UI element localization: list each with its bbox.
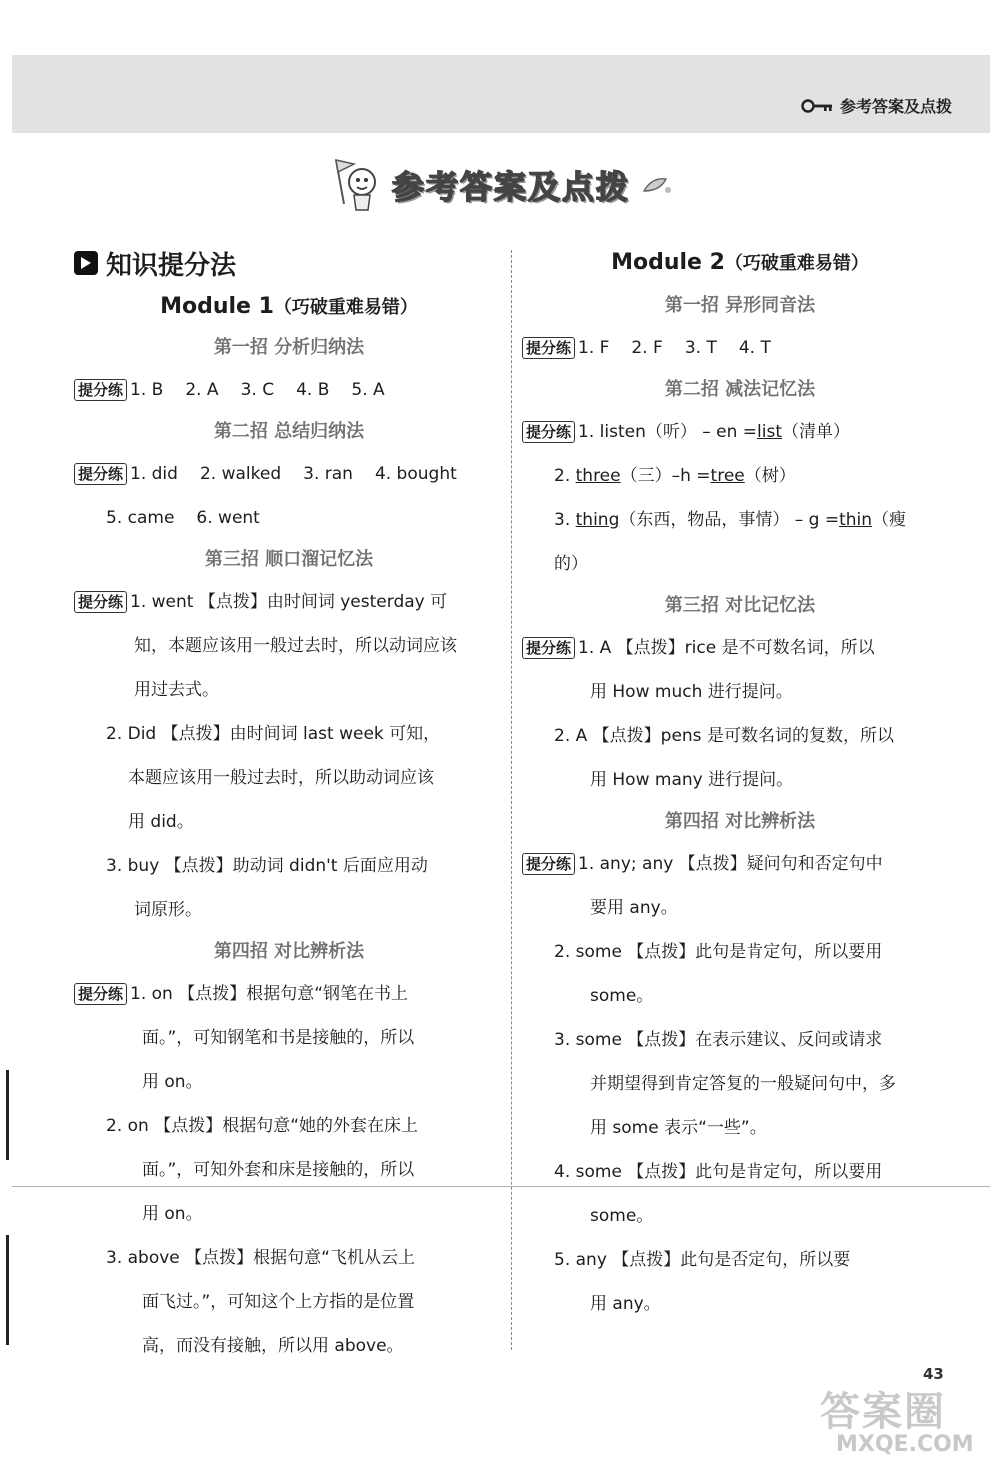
answer-word: tree [710, 466, 745, 486]
answer-word: list [757, 422, 782, 442]
answer-text: （树） [744, 466, 796, 486]
tip-title: 第二招 总结归纳法 [213, 421, 365, 442]
page-banner [0, 152, 1000, 218]
practice-tag: 提分练 [74, 591, 127, 613]
answer: 1. B [130, 380, 164, 400]
explanation-line: 2. Did 【点拨】由时间词 last week 可知， [106, 724, 441, 744]
answer: 2. walked [199, 464, 282, 484]
section-title: 知识提分法 [106, 250, 237, 281]
answer: 1. F [578, 338, 610, 358]
watermark-url: MXQE.COM [836, 1432, 974, 1457]
tip-title: 第二招 减法记忆法 [664, 379, 816, 400]
answer-text: （瘦 [872, 510, 907, 530]
practice-tag: 提分练 [522, 853, 575, 875]
answer-line [74, 368, 504, 412]
practice-tag: 提分练 [522, 637, 575, 659]
explanation-line: 用过去式。 [134, 680, 219, 700]
answer: 2. F [631, 338, 663, 358]
watermark-logo: 答案圈 [820, 1389, 946, 1435]
explanation-line: some。 [590, 1206, 654, 1226]
explanation-line: 4. some 【点拨】此句是肯定句，所以要用 [554, 1162, 883, 1182]
explanation-text: 1. on 【点拨】根据句意“钢笔在书上 [130, 984, 409, 1004]
explanation-line: 要用 any。 [590, 898, 678, 918]
explanation-line: 用 did。 [128, 812, 194, 832]
module-2-title [522, 240, 958, 286]
explanation-line [74, 580, 504, 624]
leaf-decoration-icon [640, 173, 674, 197]
answer: 3. T [684, 338, 717, 358]
answer-line [74, 452, 504, 496]
explanation-line: 用 any。 [590, 1294, 661, 1314]
tip-title: 第四招 对比辨析法 [664, 811, 816, 832]
left-column [74, 240, 504, 1368]
module-name: Module 1 [160, 294, 274, 319]
explanation-text: 1. A 【点拨】rice 是不可数名词，所以 [578, 638, 875, 658]
tip-title: 第三招 对比记忆法 [664, 595, 816, 616]
explanation-line: 5. any 【点拨】此句是否定句，所以要 [554, 1250, 851, 1270]
answer-word: thin [839, 510, 873, 530]
answer: 1. did [130, 464, 178, 484]
practice-tag: 提分练 [522, 337, 575, 359]
answer: 5. came [106, 508, 175, 528]
explanation-text: 1. any; any 【点拨】疑问句和否定句中 [578, 854, 883, 874]
explanation-line: 3. buy 【点拨】助动词 didn't 后面应用动 [106, 856, 428, 876]
explanation-line: 本题应该用一般过去时，所以助动词应该 [128, 768, 434, 788]
answer-text: 3. [554, 510, 576, 530]
explanation-line: 并期望得到肯定答复的一般疑问句中，多 [590, 1074, 896, 1094]
explanation-line: 词原形。 [134, 900, 202, 920]
explanation-line: 面。”，可知外套和床是接触的，所以 [142, 1160, 415, 1180]
answer-text: 1. listen（听） – en = [578, 422, 758, 442]
answer: 3. ran [303, 464, 353, 484]
answer-word: thing [575, 510, 620, 530]
explanation-line: 用 How many 进行提问。 [590, 770, 794, 790]
answer-line [522, 454, 958, 498]
answer-text: （东西，物品，事情） – g = [619, 510, 840, 530]
scan-edge-mark [6, 1070, 9, 1160]
explanation-line: 2. some 【点拨】此句是肯定句，所以要用 [554, 942, 883, 962]
answer: 3. C [240, 380, 275, 400]
answer-line [522, 326, 958, 370]
module-name: Module 2 [611, 250, 725, 275]
practice-tag: 提分练 [74, 379, 127, 401]
banner-title: 参考答案及点拨 [391, 168, 630, 206]
explanation-line: 用 on。 [142, 1204, 203, 1224]
explanation-text: 1. went 【点拨】由时间词 yesterday 可 [130, 592, 448, 612]
answer-line [522, 410, 958, 454]
mascot-icon [326, 154, 388, 216]
tip-title: 第一招 异形同音法 [664, 295, 816, 316]
explanation-line: 2. A 【点拨】pens 是可数名词的复数，所以 [554, 726, 894, 746]
tip-title: 第三招 顺口溜记忆法 [204, 549, 374, 570]
running-header [800, 94, 952, 117]
explanation-line: 高，而没有接触，所以用 above。 [142, 1336, 404, 1356]
module-1-title [74, 286, 504, 328]
tip-title: 第四招 对比辨析法 [213, 941, 365, 962]
module-subtitle: （巧破重难易错） [724, 253, 869, 274]
play-icon [74, 251, 98, 275]
header-label: 参考答案及点拨 [839, 97, 952, 116]
module-subtitle: （巧破重难易错） [273, 297, 418, 318]
practice-tag: 提分练 [74, 463, 127, 485]
answer-word: three [575, 466, 621, 486]
right-column [522, 240, 958, 1326]
explanation-line [74, 972, 504, 1016]
answer-text: （三）–h = [620, 466, 711, 486]
practice-tag: 提分练 [74, 983, 127, 1005]
explanation-line: 知，本题应该用一般过去时，所以动词应该 [134, 636, 457, 656]
explanation-line: some。 [590, 986, 654, 1006]
answer: 4. B [296, 380, 330, 400]
explanation-line: 用 on。 [142, 1072, 203, 1092]
answer-line [74, 496, 504, 540]
answer: 2. A [185, 380, 219, 400]
column-divider [511, 250, 512, 1350]
answer-line [522, 498, 958, 542]
scan-edge-mark [6, 1235, 9, 1345]
answer: 4. bought [374, 464, 457, 484]
tip-title: 第一招 分析归纳法 [213, 337, 365, 358]
answer-text: （清单） [782, 422, 850, 442]
explanation-line: 用 some 表示“一些”。 [590, 1118, 767, 1138]
key-icon [800, 98, 834, 114]
section-heading [74, 240, 504, 286]
explanation-line: 面飞过。”，可知这个上方指的是位置 [142, 1292, 415, 1312]
answer-line: 的） [554, 554, 588, 574]
explanation-line [522, 626, 958, 670]
explanation-line: 3. some 【点拨】在表示建议、反问或请求 [554, 1030, 883, 1050]
explanation-line: 用 How much 进行提问。 [590, 682, 793, 702]
explanation-line: 面。”，可知钢笔和书是接触的，所以 [142, 1028, 415, 1048]
explanation-line: 3. above 【点拨】根据句意“飞机从云上 [106, 1248, 415, 1268]
answer: 6. went [196, 508, 260, 528]
practice-tag: 提分练 [522, 421, 575, 443]
explanation-line: 2. on 【点拨】根据句意“她的外套在床上 [106, 1116, 419, 1136]
scan-fold-line [12, 1186, 990, 1187]
page-number: 43 [923, 1365, 944, 1383]
answer-text: 2. [554, 466, 576, 486]
answer: 4. T [738, 338, 771, 358]
answer: 5. A [351, 380, 385, 400]
explanation-line [522, 842, 958, 886]
